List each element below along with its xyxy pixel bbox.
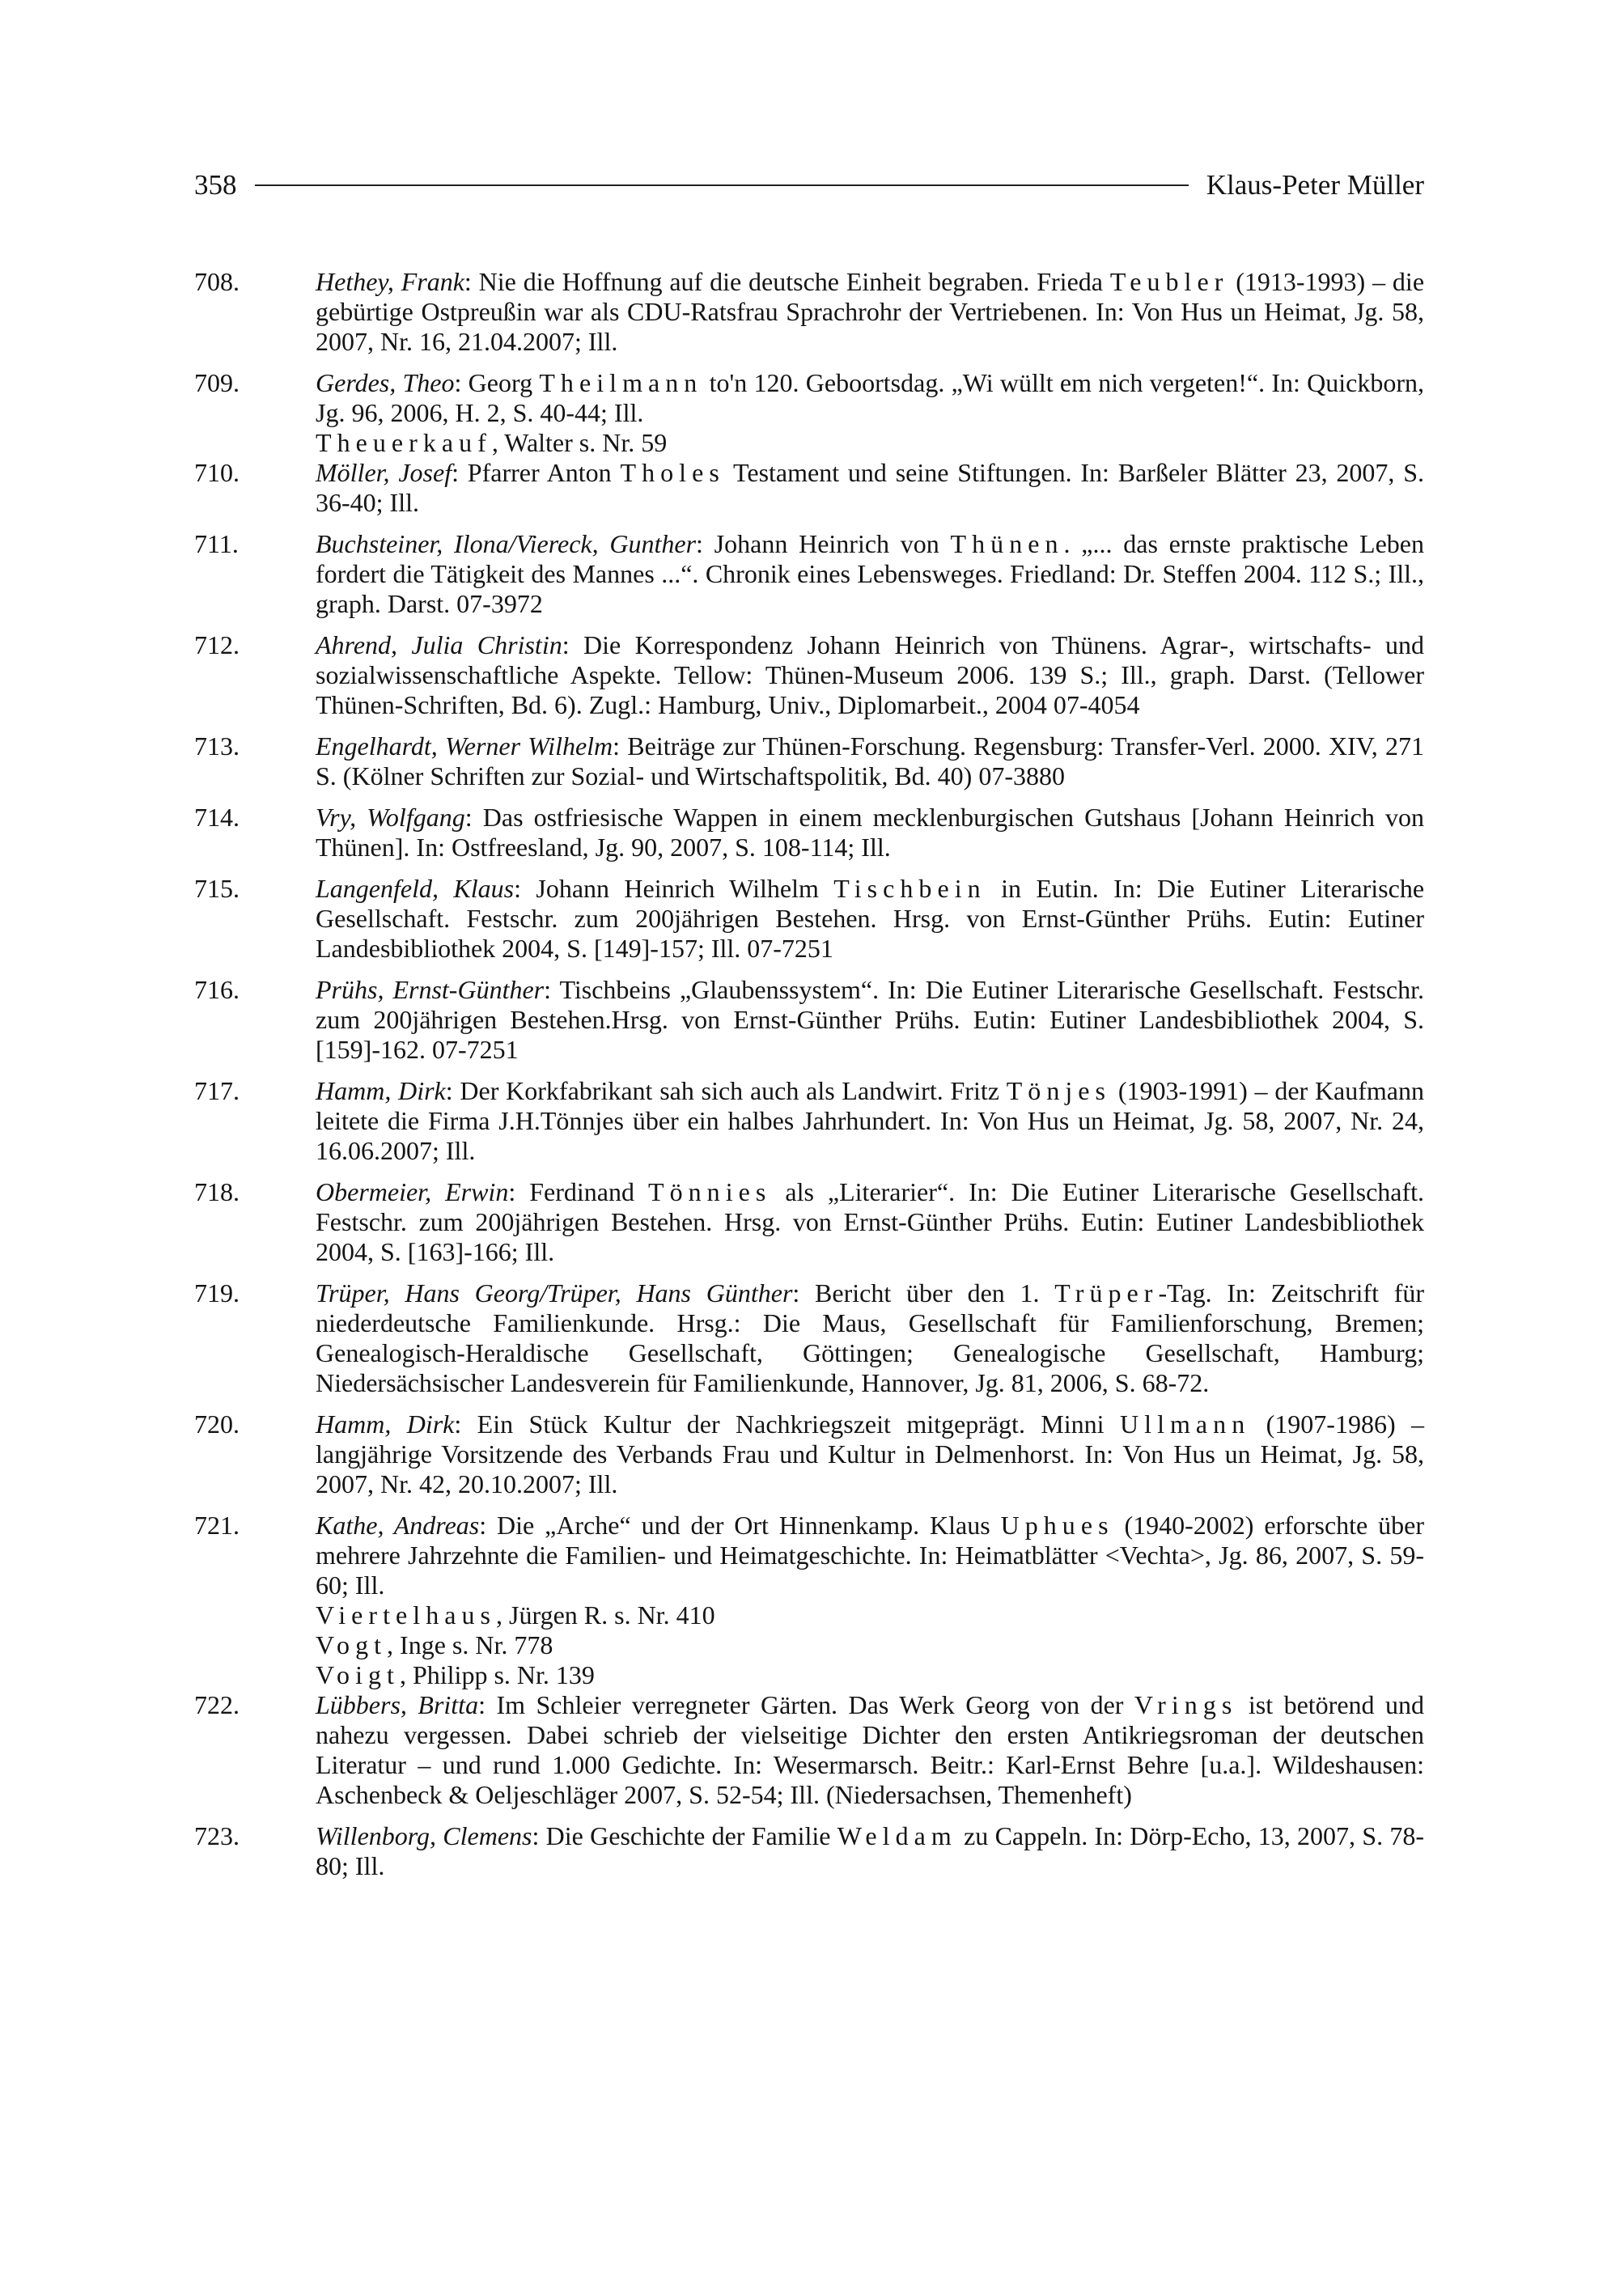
- entry-body: [316, 1821, 1424, 1881]
- entry-text: , Jürgen R. s. Nr. 410: [496, 1600, 715, 1630]
- subject-name: Tholes: [620, 458, 725, 487]
- entry-body: [316, 1409, 1424, 1499]
- entry-body: [316, 1511, 1424, 1600]
- entry-text: : Das ostfriesische Wappen in einem mecklenburgischen Gutshaus [Johann Heinrich von Thünen]. In: Ostfreesland, Jg. 90, 2007, S. 108-114; Ill.: [316, 803, 1425, 862]
- header-rule: [255, 184, 1189, 186]
- subject-name: Vogt: [316, 1630, 388, 1659]
- entry-number: 713.: [194, 731, 240, 761]
- entry-text: , Inge s. Nr. 778: [387, 1630, 553, 1659]
- entry-number: 716.: [194, 975, 240, 1004]
- cross-reference: [316, 1630, 1424, 1660]
- entry-text: : Im Schleier verregneter Gärten. Das Werk Georg von der: [478, 1690, 1134, 1719]
- bibliography-entry: [194, 630, 1424, 720]
- entry-number: 715.: [194, 874, 240, 903]
- entry-author: Engelhardt, Werner Wilhelm: [316, 731, 613, 761]
- entry-author: Buchsteiner, Ilona/Viereck, Gunther: [316, 529, 697, 558]
- entry-author: Hamm, Dirk: [316, 1076, 446, 1105]
- entry-body: [316, 368, 1424, 428]
- subject-name: Thünen: [950, 529, 1064, 558]
- subject-name: Theilmann: [539, 368, 703, 397]
- entry-body: [316, 1177, 1424, 1267]
- entry-number: 720.: [194, 1409, 240, 1439]
- entry-text: : Ferdinand: [508, 1177, 648, 1206]
- entry-author: Möller, Josef: [316, 458, 452, 487]
- running-author: Klaus-Peter Müller: [1206, 169, 1424, 201]
- bibliography-entry: [194, 1278, 1424, 1398]
- entry-text: : Ein Stück Kultur der Nachkriegszeit mitgeprägt. Minni: [454, 1409, 1120, 1439]
- entry-author: Langenfeld, Klaus: [316, 874, 515, 903]
- entry-number: 709.: [194, 368, 240, 397]
- entry-body: [316, 731, 1424, 791]
- bibliography-entry: [194, 1177, 1424, 1267]
- entry-body: [316, 1278, 1424, 1398]
- entry-author: Ahrend, Julia Christin: [316, 630, 562, 659]
- entry-text: (1913-1993) – die gebürtige Ostpreußin war als CDU-Ratsfrau Sprachrohr der Vertriebenen. In: Von Hus un Heimat, Jg. 58, 2007, Nr. 16, 21.04.2007; Ill.: [316, 267, 1425, 356]
- entry-body: [316, 1076, 1424, 1166]
- entry-body: [316, 803, 1424, 863]
- cross-reference: [316, 428, 1424, 458]
- entry-body: [316, 267, 1424, 357]
- entry-author: Lübbers, Britta: [316, 1690, 479, 1719]
- entry-author: Vry, Wolfgang: [316, 803, 465, 832]
- entry-body: [316, 630, 1424, 720]
- running-header: [194, 164, 1424, 206]
- entry-text: : Johann Heinrich Wilhelm: [514, 874, 834, 903]
- entry-text: in Eutin. In: Die Eutiner Literarische Gesellschaft. Festschr. zum 200jährigen Bestehen. Hrsg. von Ernst-Günther Prühs. Eutin: Eutiner Landesbibliothek 2004, S. [149]-157; Ill. 07-7251: [316, 874, 1425, 963]
- entry-number: 722.: [194, 1690, 240, 1719]
- entry-text: (1907-1986) – langjährige Vorsitzende des Verbands Frau und Kultur in Delmenhorst. In: Von Hus un Heimat, Jg. 58, 2007, Nr. 42, 20.10.2007; Ill.: [316, 1409, 1425, 1498]
- bibliography-entry: [194, 1409, 1424, 1499]
- entry-number: 714.: [194, 803, 240, 832]
- subject-name: Tischbein: [833, 874, 986, 903]
- bibliography-entry: [194, 458, 1424, 518]
- entry-number: 717.: [194, 1076, 240, 1105]
- entry-body: [316, 529, 1424, 619]
- entry-author: Obermeier, Erwin: [316, 1177, 509, 1206]
- entry-text: : Beiträge zur Thünen-Forschung. Regensburg: Transfer-Verl. 2000. XIV, 271 S. (Kölner Schriften zur Sozial- und Wirtschaftspolitik, Bd. 40) 07-3880: [316, 731, 1425, 790]
- bibliography-entry: [194, 1821, 1424, 1881]
- entry-text: : Johann Heinrich von: [696, 529, 951, 558]
- entry-number: 721.: [194, 1511, 240, 1540]
- entry-body: [316, 458, 1424, 518]
- bibliography-entry: [194, 1511, 1424, 1600]
- subject-name: Uphues: [1000, 1511, 1114, 1540]
- bibliography-entry: [194, 368, 1424, 428]
- subject-name: Ullmann: [1119, 1409, 1251, 1439]
- entry-text: ist betörend und nahezu vergessen. Dabei schrieb der vielseitige Dichter den ersten Antikriegsroman der deutschen Literatur – und rund 1.000 Gedichte. In: Wesermarsch. Beitr.: Karl-Ernst Behre [u.a.]. Wildeshausen: Aschenbeck & Oeljeschläger 2007, S. 52-54; Ill. (Niedersachsen, Themenheft): [316, 1690, 1425, 1809]
- entry-body: [316, 1690, 1424, 1810]
- bibliography-entry: [194, 1076, 1424, 1166]
- entry-body: [316, 874, 1424, 964]
- bibliography-entry: [194, 975, 1424, 1065]
- bibliography-entry: [194, 731, 1424, 791]
- entry-text: : Georg: [454, 368, 540, 397]
- page-number: 358: [194, 169, 237, 201]
- subject-name: Vrings: [1134, 1690, 1238, 1719]
- entry-text: (1940-2002) erforschte über mehrere Jahrzehnte die Familien- und Heimatgeschichte. In: Heimatblätter <Vechta>, Jg. 86, 2007, S. 59-60; Ill.: [316, 1511, 1425, 1600]
- entry-text: : Nie die Hoffnung auf die deutsche Einheit begraben. Frieda: [464, 267, 1110, 296]
- entry-text: -Tag. In: Zeitschrift für niederdeutsche Familienkunde. Hrsg.: Die Maus, Gesellschaft für Familienforschung, Bremen; Genealogisch-Heraldische Gesellschaft, Göttingen; Genealogische Gesellschaft, Hamburg; Niedersächsischer Landesverein für Familienkunde, Hannover, Jg. 81, 2006, S. 68-72.: [316, 1278, 1425, 1397]
- entry-author: Kathe, Andreas: [316, 1511, 480, 1540]
- bibliography-entry: [194, 1690, 1424, 1810]
- entry-text: zu Cappeln. In: Dörp-Echo, 13, 2007, S. 78-80; Ill.: [316, 1821, 1425, 1880]
- entry-text: : Die „Arche“ und der Ort Hinnenkamp. Klaus: [479, 1511, 1001, 1540]
- subject-name: Viertelhaus: [316, 1600, 497, 1630]
- entry-text: : Die Korrespondenz Johann Heinrich von Thünens. Agrar-, wirtschafts- und sozialwissenschaftliche Aspekte. Tellow: Thünen-Museum 2006. 139 S.; Ill., graph. Darst. (Tellower Thünen-Schriften, Bd. 6). Zugl.: Hamburg, Univ., Diplomarbeit., 2004 07-4054: [316, 630, 1425, 719]
- entry-number: 712.: [194, 630, 240, 659]
- entry-number: 711.: [194, 529, 239, 558]
- entry-text: , Walter s. Nr. 59: [491, 428, 668, 457]
- entry-text: : Die Geschichte der Familie: [532, 1821, 837, 1850]
- entry-number: 719.: [194, 1278, 240, 1308]
- entry-text: als „Literarier“. In: Die Eutiner Literarische Gesellschaft. Festschr. zum 200jährigen Bestehen. Hrsg. von Ernst-Günther Prühs. Eutin: Eutiner Landesbibliothek 2004, S. [163]-166; Ill.: [316, 1177, 1425, 1266]
- subject-name: Theuerkauf: [316, 428, 492, 457]
- entry-author: Prühs, Ernst-Günther: [316, 975, 545, 1004]
- cross-reference: [316, 1660, 1424, 1690]
- entry-text: . „... das ernste praktische Leben fordert die Tätigkeit des Mannes ...“. Chronik eines Lebensweges. Friedland: Dr. Steffen 2004. 112 S.; Ill., graph. Darst. 07-3972: [316, 529, 1424, 618]
- entry-author: Willenborg, Clemens: [316, 1821, 532, 1850]
- entry-text: to'n 120. Geboortsdag. „Wi wüllt em nich vergeten!“. In: Quickborn, Jg. 96, 2006, H. 2, S. 40-44; Ill.: [316, 368, 1425, 427]
- subject-name: Weldam: [837, 1821, 957, 1850]
- bibliography-entry: [194, 529, 1424, 619]
- entry-text: : Der Korkfabrikant sah sich auch als Landwirt. Fritz: [445, 1076, 1007, 1105]
- subject-name: Tönjes: [1006, 1076, 1112, 1105]
- entry-text: : Tischbeins „Glaubenssystem“. In: Die Eutiner Literarische Gesellschaft. Festschr. zum 200jährigen Bestehen.Hrsg. von Ernst-Günther Prühs. Eutin: Eutiner Landesbibliothek 2004, S. [159]-162. 07-7251: [316, 975, 1425, 1064]
- entry-number: 718.: [194, 1177, 240, 1206]
- bibliography-entry: [194, 267, 1424, 357]
- bibliography-entry: [194, 803, 1424, 863]
- entry-text: (1903-1991) – der Kaufmann leitete die Firma J.H.Tönnjes über ein halbes Jahrhundert. In: Von Hus un Heimat, Jg. 58, 2007, Nr. 24, 16.06.2007; Ill.: [316, 1076, 1425, 1165]
- entry-number: 710.: [194, 458, 240, 487]
- entry-author: Gerdes, Theo: [316, 368, 455, 397]
- entry-author: Hethey, Frank: [316, 267, 464, 296]
- entry-text: Testament und seine Stiftungen. In: Barßeler Blätter 23, 2007, S. 36-40; Ill.: [316, 458, 1425, 517]
- entry-text: : Bericht über den 1.: [792, 1278, 1055, 1308]
- subject-name: Voigt: [316, 1660, 400, 1689]
- cross-reference: [316, 1600, 1424, 1630]
- subject-name: Teubler: [1109, 267, 1229, 296]
- entry-number: 708.: [194, 267, 240, 296]
- entry-number: 723.: [194, 1821, 240, 1850]
- entry-body: [316, 975, 1424, 1065]
- subject-name: Trüper: [1054, 1278, 1159, 1308]
- entry-text: , Philipp s. Nr. 139: [399, 1660, 595, 1689]
- bibliography-list: [194, 267, 1424, 1881]
- entry-text: : Pfarrer Anton: [452, 458, 621, 487]
- entry-author: Hamm, Dirk: [316, 1409, 455, 1439]
- bibliography-entry: [194, 874, 1424, 964]
- entry-author: Trüper, Hans Georg/Trüper, Hans Günther: [316, 1278, 793, 1308]
- subject-name: Tönnies: [647, 1177, 772, 1206]
